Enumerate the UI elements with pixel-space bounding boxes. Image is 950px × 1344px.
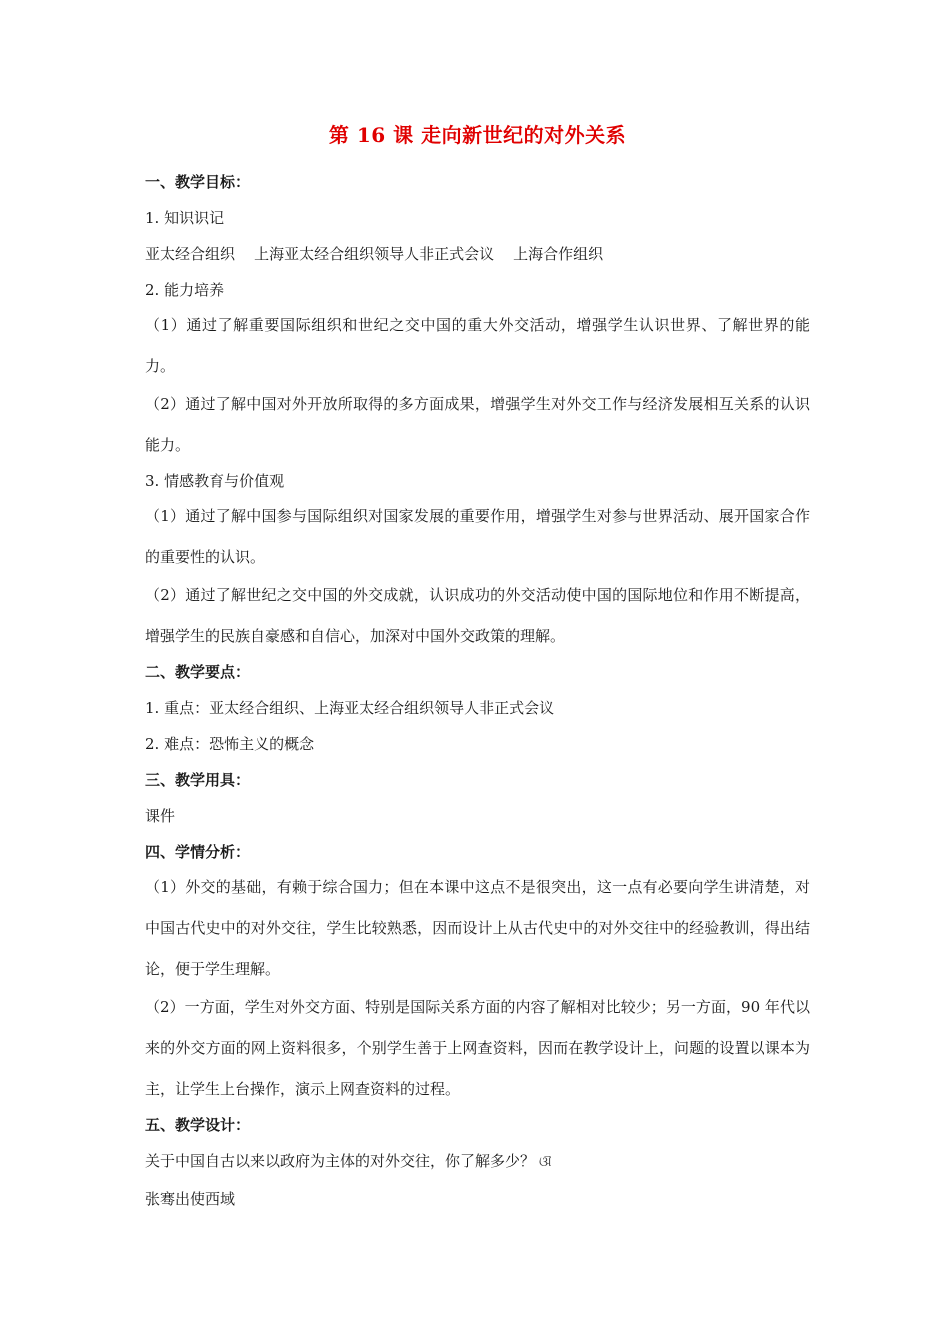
section-heading-keypoints: 二、教学要点： [145,663,251,681]
analysis-paragraph-2: （2）一方面，学生对外交方面、特别是国际关系方面的内容了解相对比较少；另一方面，90 年代以来的外交方面的网上资料很多，个别学生善于上网查资料，因而在教学设计上，问题的设置以课本为主，让学生上台操作，演示上网查资料的过程。 [145,998,810,1098]
design-question: 关于中国自古以来以政府为主体的对外交往，你了解多少？ [145,1152,536,1170]
goal-knowledge-text: 亚太经合组织 上海亚太经合组织领导人非正式会议 上海合作组织 [145,245,604,263]
ability-paragraph-2: （2）通过了解中国对外开放所取得的多方面成果，增强学生对外交工作与经济发展相互关系的认识能力。 [145,395,810,454]
goal-item-knowledge: 1. 知识识记 [145,209,225,227]
lesson-title: 第 16 课 走向新世纪的对外关系 [328,123,627,147]
goal-item-values: 3. 情感教育与价值观 [145,472,285,490]
document-page [145,120,810,1217]
section-heading-tools: 三、教学用具： [145,771,251,789]
values-paragraph-1: （1）通过了解中国参与国际组织对国家发展的重要作用，增强学生对参与世界活动、展开国家合作的重要性的认识。 [145,507,810,566]
section-heading-analysis: 四、学情分析： [145,843,251,861]
values-paragraph-2: （2）通过了解世纪之交中国的外交成就，认识成功的外交活动使中国的国际地位和作用不断提高，增强学生的民族自豪感和自信心，加深对中国外交政策的理解。 [145,586,810,645]
ability-paragraph-1: （1）通过了解重要国际组织和世纪之交中国的重大外交活动，增强学生认识世界、了解世界的能力。 [145,316,810,375]
design-question-line [145,1143,810,1181]
section-heading-goals: 一、教学目标： [145,173,251,191]
tools-text: 课件 [145,807,176,825]
keypoint-focus: 1. 重点：亚太经合组织、上海亚太经合组织领导人非正式会议 [145,699,555,717]
analysis-paragraph-1: （1）外交的基础，有赖于综合国力；但在本课中这点不是很突出，这一点有必要向学生讲清楚，对中国古代史中的对外交往，学生比较熟悉，因而设计上从古代史中的对外交往中的经验教训，得出结论，便于学生理解。 [145,878,810,978]
goal-item-ability: 2. 能力培养 [145,281,225,299]
decorative-mark: ଔ [539,1155,552,1170]
section-heading-design: 五、教学设计： [145,1116,251,1134]
keypoint-difficulty: 2. 难点：恐怖主义的概念 [145,735,315,753]
design-topic: 张骞出使西域 [145,1190,236,1208]
